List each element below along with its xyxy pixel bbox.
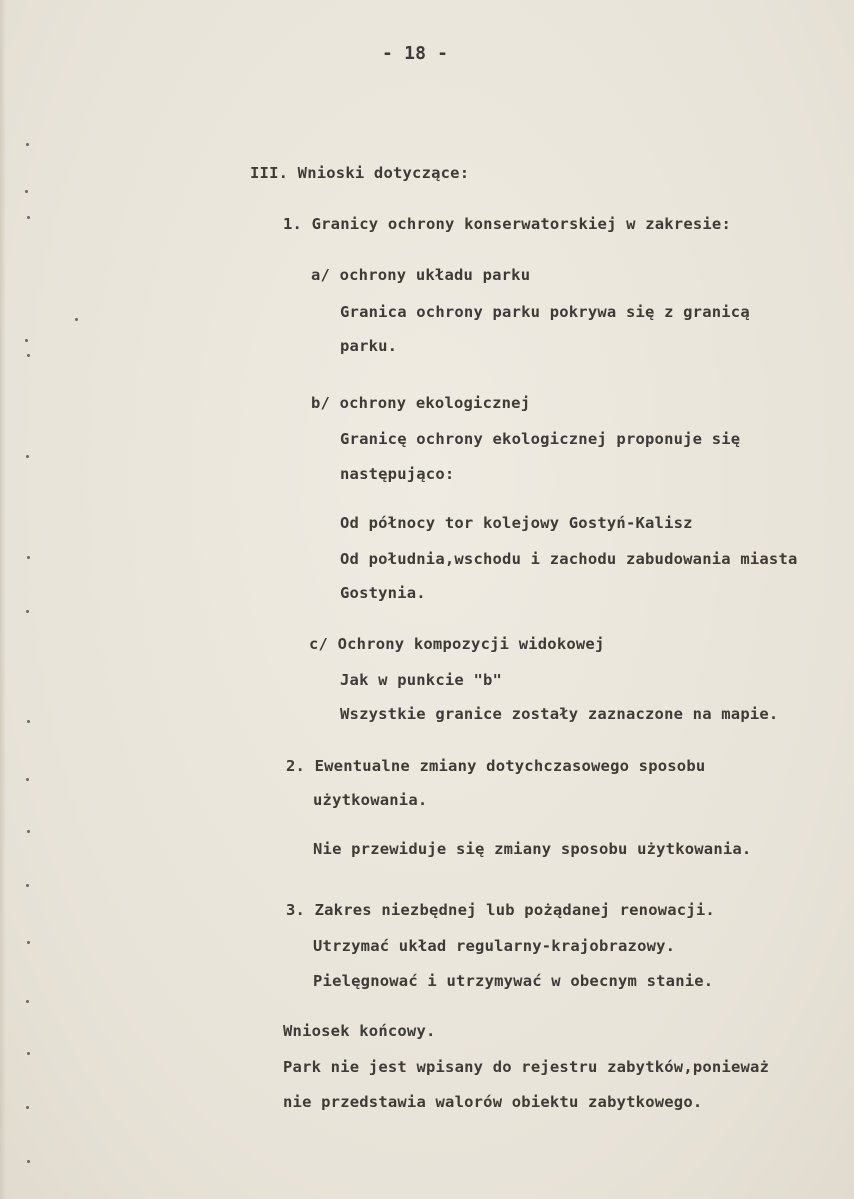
item2-title: 2. Ewentualne zmiany dotychczasowego sposobu bbox=[286, 757, 706, 775]
item1b-line3: Od północy tor kolejowy Gostyń-Kalisz bbox=[340, 514, 693, 532]
item3-line1: Utrzymać układ regularny-krajobrazowy. bbox=[313, 937, 676, 955]
item1b-line4: Od południa,wschodu i zachodu zabudowania miasta bbox=[340, 550, 798, 568]
paper-speck bbox=[26, 143, 29, 146]
item1a-label: a/ ochrony układu parku bbox=[311, 266, 531, 284]
item1a-line1: Granica ochrony parku pokrywa się z granicą bbox=[340, 303, 750, 321]
paper-speck bbox=[75, 318, 78, 321]
item1b-label: b/ ochrony ekologicznej bbox=[311, 394, 531, 412]
paper-speck bbox=[25, 339, 28, 342]
item1-title: 1. Granicy ochrony konserwatorskiej w zakresie: bbox=[283, 215, 731, 233]
item1b-line1: Granicę ochrony ekologicznej proponuje się bbox=[340, 430, 741, 448]
paper-speck bbox=[27, 941, 30, 944]
paper-speck bbox=[27, 720, 30, 723]
item3-title: 3. Zakres niezbędnej lub pożądanej renowacji. bbox=[286, 901, 715, 919]
section-heading: III. Wnioski dotyczące: bbox=[250, 164, 470, 182]
paper-speck bbox=[26, 884, 29, 887]
item1c-label: c/ Ochrony kompozycji widokowej bbox=[309, 635, 605, 653]
paper-speck bbox=[27, 1160, 30, 1163]
item3-line2: Pielęgnować i utrzymywać w obecnym stanie. bbox=[313, 972, 714, 990]
item2-title-cont: użytkowania. bbox=[313, 791, 428, 809]
paper-speck bbox=[26, 610, 29, 613]
paper-speck bbox=[26, 778, 29, 781]
paper-speck bbox=[26, 455, 29, 458]
paper-speck bbox=[27, 556, 30, 559]
conclusion-title: Wniosek końcowy. bbox=[283, 1022, 436, 1040]
conclusion-line2: nie przedstawia walorów obiektu zabytkowego. bbox=[283, 1093, 703, 1111]
paper-speck bbox=[26, 1106, 29, 1109]
item2-text: Nie przewiduje się zmiany sposobu użytkowania. bbox=[313, 840, 752, 858]
paper-speck bbox=[27, 354, 30, 357]
paper-speck bbox=[27, 216, 30, 219]
item1b-line5: Gostynia. bbox=[340, 584, 426, 602]
paper-speck bbox=[25, 190, 28, 193]
conclusion-line1: Park nie jest wpisany do rejestru zabytków,ponieważ bbox=[283, 1058, 770, 1076]
item1a-line2: parku. bbox=[340, 337, 398, 355]
item1b-line2: następująco: bbox=[340, 465, 455, 483]
paper-speck bbox=[27, 1052, 30, 1055]
paper-speck bbox=[27, 830, 30, 833]
page-number: - 18 - bbox=[382, 43, 449, 64]
item1c-line1: Jak w punkcie "b" bbox=[340, 671, 503, 689]
paper-speck bbox=[26, 1000, 29, 1003]
item1c-line2: Wszystkie granice zostały zaznaczone na mapie. bbox=[340, 705, 779, 723]
